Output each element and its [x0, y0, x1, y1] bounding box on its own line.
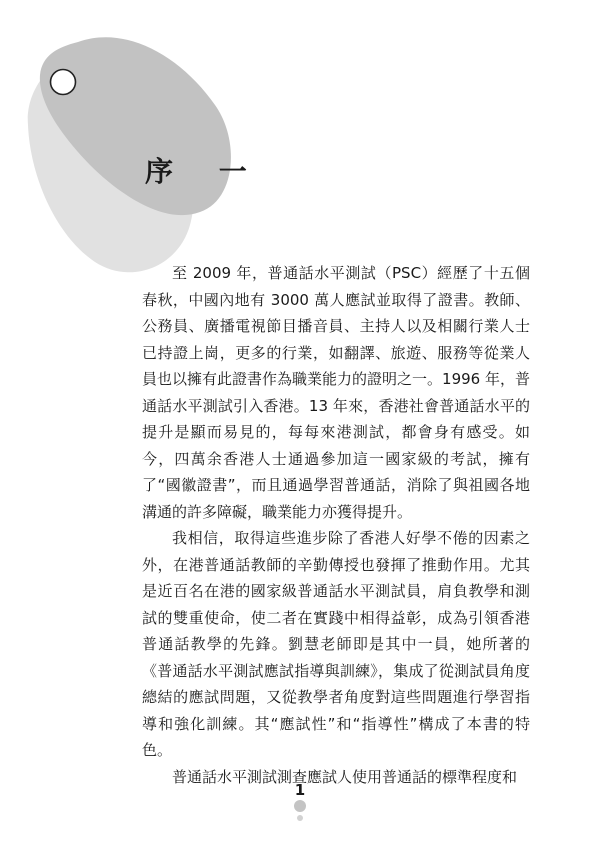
page-number: 1: [294, 781, 306, 799]
paragraph-1: 至 2009 年，普通話水平測試（PSC）經歷了十五個春秋，中國內地有 3000 萬人應試並取得了證書。教師、公務員、廣播電視節目播音員、主持人以及相關行業人士已持證上崗，更多的行業，如翻譯、旅遊、服務等從業人員也以擁有此證書作為職業能力的證明之一。1996 年，普通話水平測試引入香港。13 年來，香港社會普通話水平的提升是顯而易見的，每每來港測試，都會身有感受。如今，四萬余香港人士通過參加這一國家級的考試，擁有了“國徽證書”，而且通過學習普通話，消除了與祖國各地溝通的許多障礙，職業能力亦獲得提升。: [142, 264, 530, 521]
page-title: 序 一: [145, 155, 265, 188]
body-text: [142, 260, 530, 790]
page-dot-large: [294, 800, 306, 812]
page-dot-small: [297, 815, 303, 821]
hole-circle: [51, 70, 76, 95]
paragraph-3: 普通話水平測試測查應試人使用普通話的標準程度和: [172, 767, 518, 786]
title-decoration: [0, 0, 600, 300]
paragraph-2: 我相信，取得這些進步除了香港人好學不倦的因素之外，在港普通話教師的辛勤傳授也發揮了推動作用。尤其是近百名在港的國家級普通話水平測試員，肩負教學和測試的雙重使命，使二者在實踐中相得益彰，成為引領香港普通話教學的先鋒。劉慧老師即是其中一員，她所著的《普通話水平測試應試指導與訓練》，集成了從測試員角度總結的應試問題，又從教學者角度對這些問題進行學習指導和強化訓練。其“應試性”和“指導性”構成了本書的特色。: [142, 529, 530, 759]
